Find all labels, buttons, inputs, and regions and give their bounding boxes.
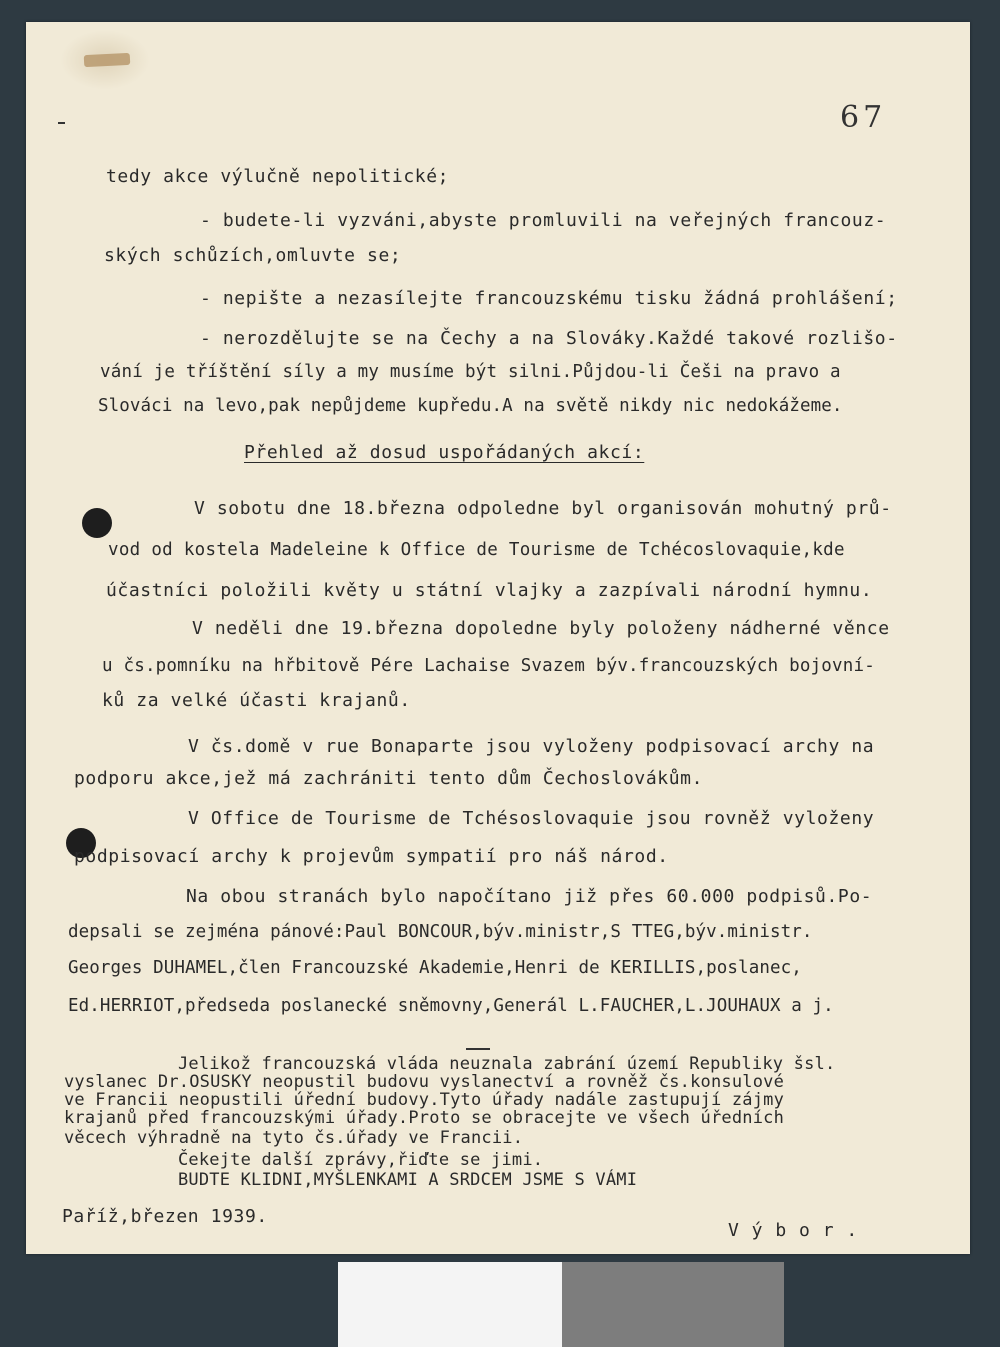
text-line: Slováci na levo,pak nepůjdeme kupředu.A na světě nikdy nic nedokážeme. (98, 396, 843, 416)
place-date: Paříž,březen 1939. (62, 1206, 268, 1227)
text-line: V čs.domě v rue Bonaparte jsou vyloženy podpisovací archy na (188, 736, 875, 757)
page-number: 67 (840, 100, 887, 135)
calibration-white-patch (338, 1262, 562, 1347)
text-line: podpisovací archy k projevům sympatií pro náš národ. (74, 846, 669, 867)
notice-line: vyslanec Dr.OSUSKY neopustil budovu vyslanectví a rovněž čs.konsulové (64, 1072, 785, 1092)
text-line: V sobotu dne 18.března odpoledne byl organisován mohutný prů- (194, 498, 892, 519)
separator-rule (466, 1048, 490, 1050)
text-line: ských schůzích,omluvte se; (104, 245, 402, 266)
text-line: - budete-li vyzváni,abyste promluvili na veřejných francouz- (200, 210, 887, 231)
text-line: vod od kostela Madeleine k Office de Tourisme de Tchécoslovaquie,kde (108, 540, 845, 560)
text-line: - nerozdělujte se na Čechy a na Slováky.Každé takové rozlišo- (200, 328, 898, 349)
text-line: Na obou stranách bylo napočítano již přes 60.000 podpisů.Po- (186, 886, 873, 907)
text-line: vání je tříštění síly a my musíme být silni.Půjdou-li Češi na pravo a (100, 362, 841, 382)
text-line: V Office de Tourisme de Tchésoslovaquie jsou rovněž vyloženy (188, 808, 875, 829)
punch-hole-top (82, 508, 112, 538)
calibration-gray-patch (562, 1262, 784, 1347)
text-line: ků za velké účasti krajanů. (102, 690, 411, 711)
text-line: V neděli dne 19.března dopoledne byly položeny nádherné věnce (192, 618, 890, 639)
text-line: depsali se zejména pánové:Paul BONCOUR,býv.ministr,S TTEG,býv.ministr. (68, 922, 813, 942)
notice-line: Jelikož francouzská vláda neuznala zabrání území Republiky šsl. (178, 1054, 836, 1074)
staple (84, 53, 131, 67)
text-line: u čs.pomníku na hřbitově Pére Lachaise Svazem býv.francouzských bojovní- (102, 656, 875, 676)
text-line: účastníci položili květy u státní vlajky a zazpívali národní hymnu. (106, 580, 873, 601)
text-line: Ed.HERRIOT,předseda poslanecké sněmovny,Generál L.FAUCHER,L.JOUHAUX a j. (68, 996, 834, 1016)
text-line: Georges DUHAMEL,člen Francouzské Akademie,Henri de KERILLIS,poslanec, (68, 958, 802, 978)
notice-line: ve Francii neopustili úřední budovy.Tyto úřady nadále zastupují zájmy (64, 1090, 785, 1110)
signature: V ý b o r . (728, 1220, 859, 1241)
section-heading: Přehled až dosud uspořádaných akcí: (244, 442, 645, 463)
notice-line: Čekejte další zprávy,řiďte se jimi. (178, 1150, 544, 1170)
notice-line: věcech výhradně na tyto čs.úřady ve Francii. (64, 1128, 524, 1148)
margin-mark (58, 122, 65, 124)
text-line: tedy akce výlučně nepolitické; (106, 166, 450, 187)
notice-line: BUDTE KLIDNI,MYŠLENKAMI A SRDCEM JSME S VÁMI (178, 1170, 638, 1190)
text-line: podporu akce,jež má zachrániti tento dům Čechoslovákům. (74, 768, 704, 789)
notice-line: krajanů před francouzskými úřady.Proto se obracejte ve všech úředních (64, 1108, 785, 1128)
text-line: - nepište a nezasílejte francouzskému tisku žádná prohlášení; (200, 288, 898, 309)
